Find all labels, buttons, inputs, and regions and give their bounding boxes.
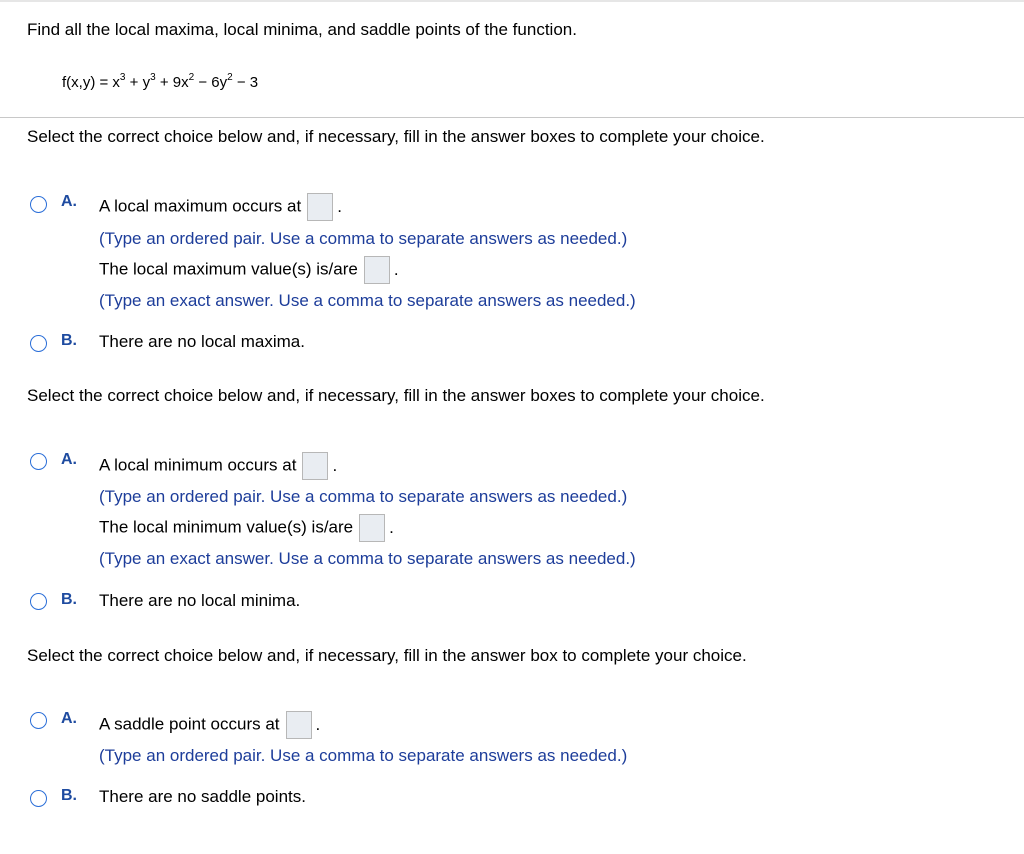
equation-term: − 3 — [232, 74, 259, 91]
min-choice-a-label: A local minimum occurs at — [99, 455, 297, 475]
top-border — [0, 0, 1024, 2]
equation-term: + 9x — [155, 74, 189, 91]
max-value-label: The local maximum value(s) is/are — [99, 259, 358, 279]
max-choice-b-letter: B. — [61, 332, 77, 349]
equation-exponent: 3 — [119, 72, 126, 83]
min-choice-b-letter: B. — [61, 591, 77, 608]
max-prompt: Select the correct choice below and, if necessary, fill in the answer boxes to complete your choice. — [27, 127, 765, 146]
equation-term: + y — [125, 74, 151, 91]
period: . — [337, 197, 342, 216]
max-value-input[interactable] — [364, 256, 390, 284]
max-location-input[interactable] — [307, 193, 333, 221]
max-choice-b-radio[interactable] — [30, 335, 47, 352]
max-choice-a-radio[interactable] — [30, 196, 47, 213]
saddle-choice-b-text: There are no saddle points. — [99, 787, 306, 806]
min-value-text — [99, 514, 394, 542]
question-text: Find all the local maxima, local minima, and saddle points of the function. — [27, 20, 577, 39]
saddle-choice-a-letter: A. — [61, 710, 77, 727]
min-choice-b-radio[interactable] — [30, 593, 47, 610]
function-equation — [62, 74, 258, 91]
period: . — [315, 715, 321, 734]
period: . — [393, 260, 399, 279]
max-value-text — [99, 256, 399, 284]
min-choice-a-text — [99, 452, 337, 480]
min-location-input[interactable] — [302, 452, 328, 480]
max-value-hint: (Type an exact answer. Use a comma to separate answers as needed.) — [99, 291, 636, 310]
saddle-choice-b-letter: B. — [61, 787, 77, 804]
max-location-hint: (Type an ordered pair. Use a comma to separate answers as needed.) — [99, 229, 628, 248]
min-value-hint: (Type an exact answer. Use a comma to separate answers as needed.) — [99, 549, 636, 568]
period: . — [389, 518, 394, 537]
divider — [0, 117, 1024, 118]
min-choice-a-radio[interactable] — [30, 453, 47, 470]
min-choice-a-letter: A. — [61, 451, 77, 468]
saddle-choice-a-label: A saddle point occurs at — [99, 714, 280, 734]
min-value-label: The local minimum value(s) is/are — [99, 517, 354, 537]
saddle-choice-a-radio[interactable] — [30, 712, 47, 729]
max-choice-a-text — [99, 193, 342, 221]
equation-term: f(x,y) = x — [62, 74, 120, 91]
min-choice-b-text: There are no local minima. — [99, 591, 301, 610]
min-value-input[interactable] — [359, 514, 385, 542]
saddle-choice-a-text — [99, 711, 320, 739]
equation-exponent: 2 — [188, 72, 195, 83]
saddle-choice-b-radio[interactable] — [30, 790, 47, 807]
saddle-location-input[interactable] — [286, 711, 312, 739]
min-prompt: Select the correct choice below and, if necessary, fill in the answer boxes to complete your choice. — [27, 386, 765, 405]
equation-term: − 6y — [194, 74, 228, 91]
equation-exponent: 2 — [227, 72, 233, 83]
saddle-prompt: Select the correct choice below and, if necessary, fill in the answer box to complete your choice. — [27, 646, 747, 665]
max-choice-a-letter: A. — [61, 193, 77, 210]
min-location-hint: (Type an ordered pair. Use a comma to separate answers as needed.) — [99, 487, 628, 506]
saddle-location-hint: (Type an ordered pair. Use a comma to separate answers as needed.) — [99, 746, 628, 765]
period: . — [332, 456, 338, 475]
max-choice-a-label: A local maximum occurs at — [99, 196, 302, 216]
equation-exponent: 3 — [150, 72, 156, 83]
max-choice-b-text: There are no local maxima. — [99, 332, 305, 351]
